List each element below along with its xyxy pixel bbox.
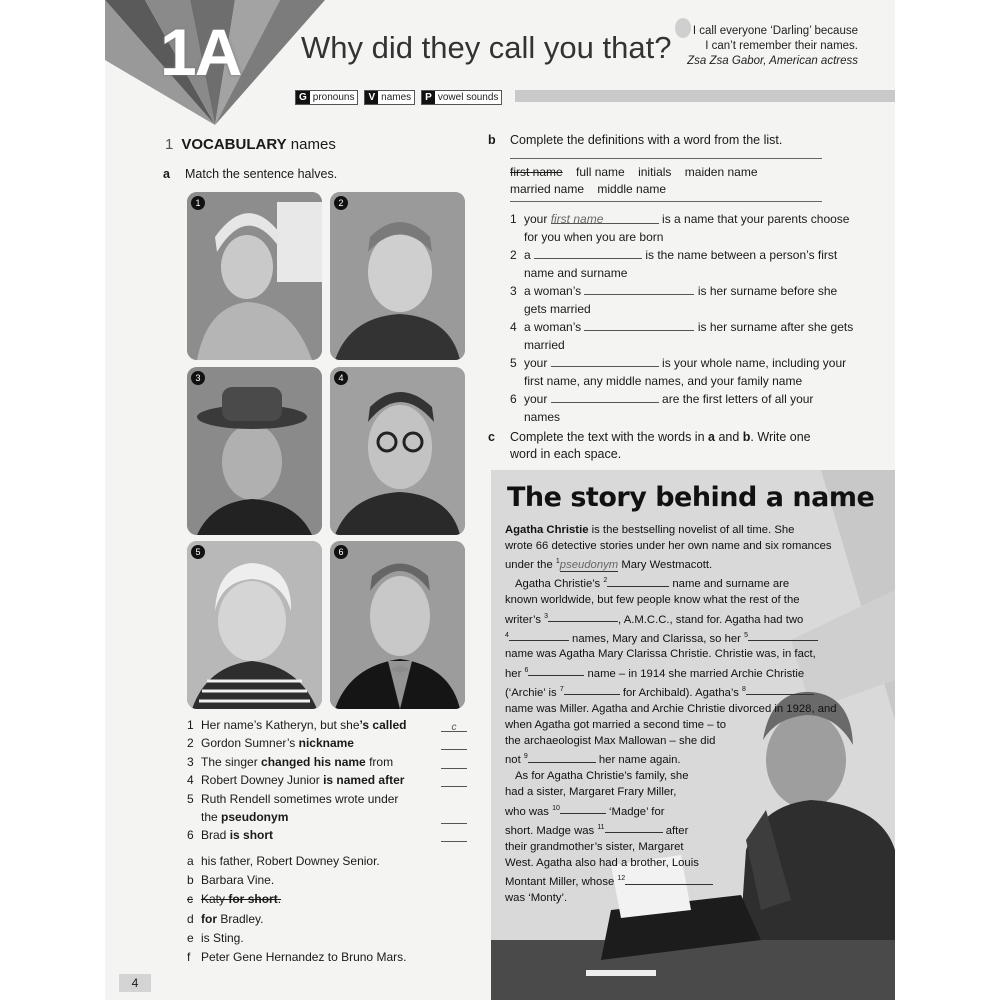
list-item: e is Sting.	[187, 930, 244, 945]
list-item: a his father, Robert Downey Senior.	[187, 854, 380, 868]
header-quote	[658, 24, 858, 69]
word-item: married name	[510, 182, 585, 196]
answer-blank[interactable]	[441, 756, 467, 769]
answer-blank[interactable]	[551, 355, 659, 367]
photo-pitt: 6	[330, 541, 465, 709]
answer-blank[interactable]	[548, 610, 618, 622]
answer-blank[interactable]	[528, 751, 596, 763]
answer-blank[interactable]	[584, 283, 694, 295]
answer-blank[interactable]	[584, 319, 694, 331]
list-item: 5 Ruth Rendell sometimes wrote under	[187, 791, 399, 806]
answer-blank[interactable]	[605, 821, 663, 833]
answer-blank[interactable]	[551, 391, 659, 403]
task-a-instruction: a Match the sentence halves.	[163, 167, 338, 181]
list-item: 3 The singer changed his name from	[187, 753, 467, 771]
photo-sting: 2	[330, 192, 465, 360]
unit-title: Why did they call you that?	[301, 30, 672, 65]
word-item: middle name	[597, 182, 667, 196]
list-item: 3 a woman’s is her surname before she gets married	[510, 284, 838, 316]
word-item: maiden name	[684, 165, 758, 179]
answer-blank[interactable]	[528, 664, 584, 676]
workbook-page	[105, 0, 895, 1000]
answer-blank[interactable]: first name	[551, 210, 659, 224]
answer-blank[interactable]: c	[441, 719, 467, 732]
answer-blank[interactable]	[534, 247, 642, 259]
section-heading: 1 VOCABULARY names	[165, 136, 336, 153]
answer-blank[interactable]	[441, 829, 467, 842]
endings-list	[187, 852, 406, 967]
topic-tags	[295, 90, 502, 105]
definitions-list	[510, 210, 855, 426]
list-item: 5 your is your whole name, including your first name, any middle names, and your family name	[510, 356, 847, 388]
list-item: 2 a is the name between a person’s first name and surname	[510, 248, 838, 280]
answer-blank[interactable]	[748, 629, 818, 641]
list-item: 6 your are the first letters of all your names	[510, 392, 814, 424]
answer-blank[interactable]	[509, 629, 569, 641]
story-text: Agatha Christie is the bestselling novelist of all time. She wrote 66 detective stories under her own name and six romances under the $^1$pseudonym Mary Westmacott. Agatha Christie’s $^2$ name and surname are known worldwide, but few people know what the rest of the writer’s $^3$ , A.M.C.C., stand for. Agatha had two $^4$ names, Mary and Clarissa, so her $^5$ name was Agatha Mary Clarissa Christie. Christie was, in fact, her $^6$ name – in 1914 she married Archie Christie (‘Archie’ is $^7$ for Archibald). Agatha’s $^8$ name was Miller. Agatha and Archie Christie divorced in 1928, and when Agatha got married a second time – to the archaeologist Max Mallowan – she did not $^9$ her name again. As for Agatha Christie’s family, she had a sister, Margaret Frary Miller, who was $^{10}$ ‘Madge’ for short. Madge was $^{11}$ after their grandmother’s sister, Margaret West. Agatha also had a brother, Louis Montant Miller, whose $^{12}$ was ‘Monty’.	[505, 524, 837, 904]
tag-vocabulary: V names	[364, 90, 415, 105]
list-item: b Barbara Vine.	[187, 873, 275, 888]
page-number: 4	[119, 974, 151, 992]
list-item: 1 Her name’s Katheryn, but she’s called c	[187, 716, 467, 734]
list-item: 4 Robert Downey Junior is named after	[187, 771, 467, 789]
word-item: full name	[576, 165, 625, 179]
photo-bruno: 3	[187, 367, 322, 535]
list-item: 2 Gordon Sumner’s nickname	[187, 734, 467, 752]
answer-blank[interactable]	[746, 683, 814, 695]
unit-number: 1A	[160, 15, 241, 89]
photo-rendell: 5	[187, 541, 322, 709]
answer-blank[interactable]	[441, 811, 467, 824]
tag-pronunciation: P vowel sounds	[421, 90, 502, 105]
list-item: 6 Brad is short	[187, 826, 467, 844]
answer-blank[interactable]	[625, 873, 713, 885]
word-item: initials	[638, 165, 672, 179]
answer-blank[interactable]	[564, 683, 620, 695]
tag-grammar: G pronouns	[295, 90, 358, 105]
task-b-instruction: b Complete the definitions with a word from the list.	[488, 133, 783, 147]
list-item: the pseudonym	[187, 808, 467, 826]
task-c-instruction: c Complete the text with the words in a and b. Write one word in each space.	[488, 430, 811, 461]
match-list	[187, 716, 467, 845]
story-panel	[491, 470, 895, 1000]
list-item: c Katy for short.	[187, 892, 282, 907]
answer-blank[interactable]	[607, 575, 669, 587]
page-margin	[895, 0, 1000, 1000]
answer-blank[interactable]	[441, 737, 467, 750]
header-band	[515, 90, 895, 102]
list-item: 1 your first name is a name that your parents choose for you when you are born	[510, 212, 850, 244]
word-list-box	[510, 158, 822, 202]
story-title: The story behind a name	[507, 482, 875, 513]
word-item: first name	[510, 165, 563, 179]
list-item: d for Bradley.	[187, 911, 264, 926]
quote-author: Zsa Zsa Gabor, American actress	[687, 55, 858, 67]
answer-blank[interactable]	[560, 802, 606, 814]
photo-downey: 4	[330, 367, 465, 535]
photo-katy: 1	[187, 192, 322, 360]
quote-line: I call everyone ‘Darling’ because	[692, 25, 858, 37]
list-item: 4 a woman’s is her surname after she gets married	[510, 320, 854, 352]
answer-blank[interactable]	[441, 774, 467, 787]
list-item: f Peter Gene Hernandez to Bruno Mars.	[187, 950, 407, 965]
quote-line: I can’t remember their names.	[705, 40, 858, 52]
